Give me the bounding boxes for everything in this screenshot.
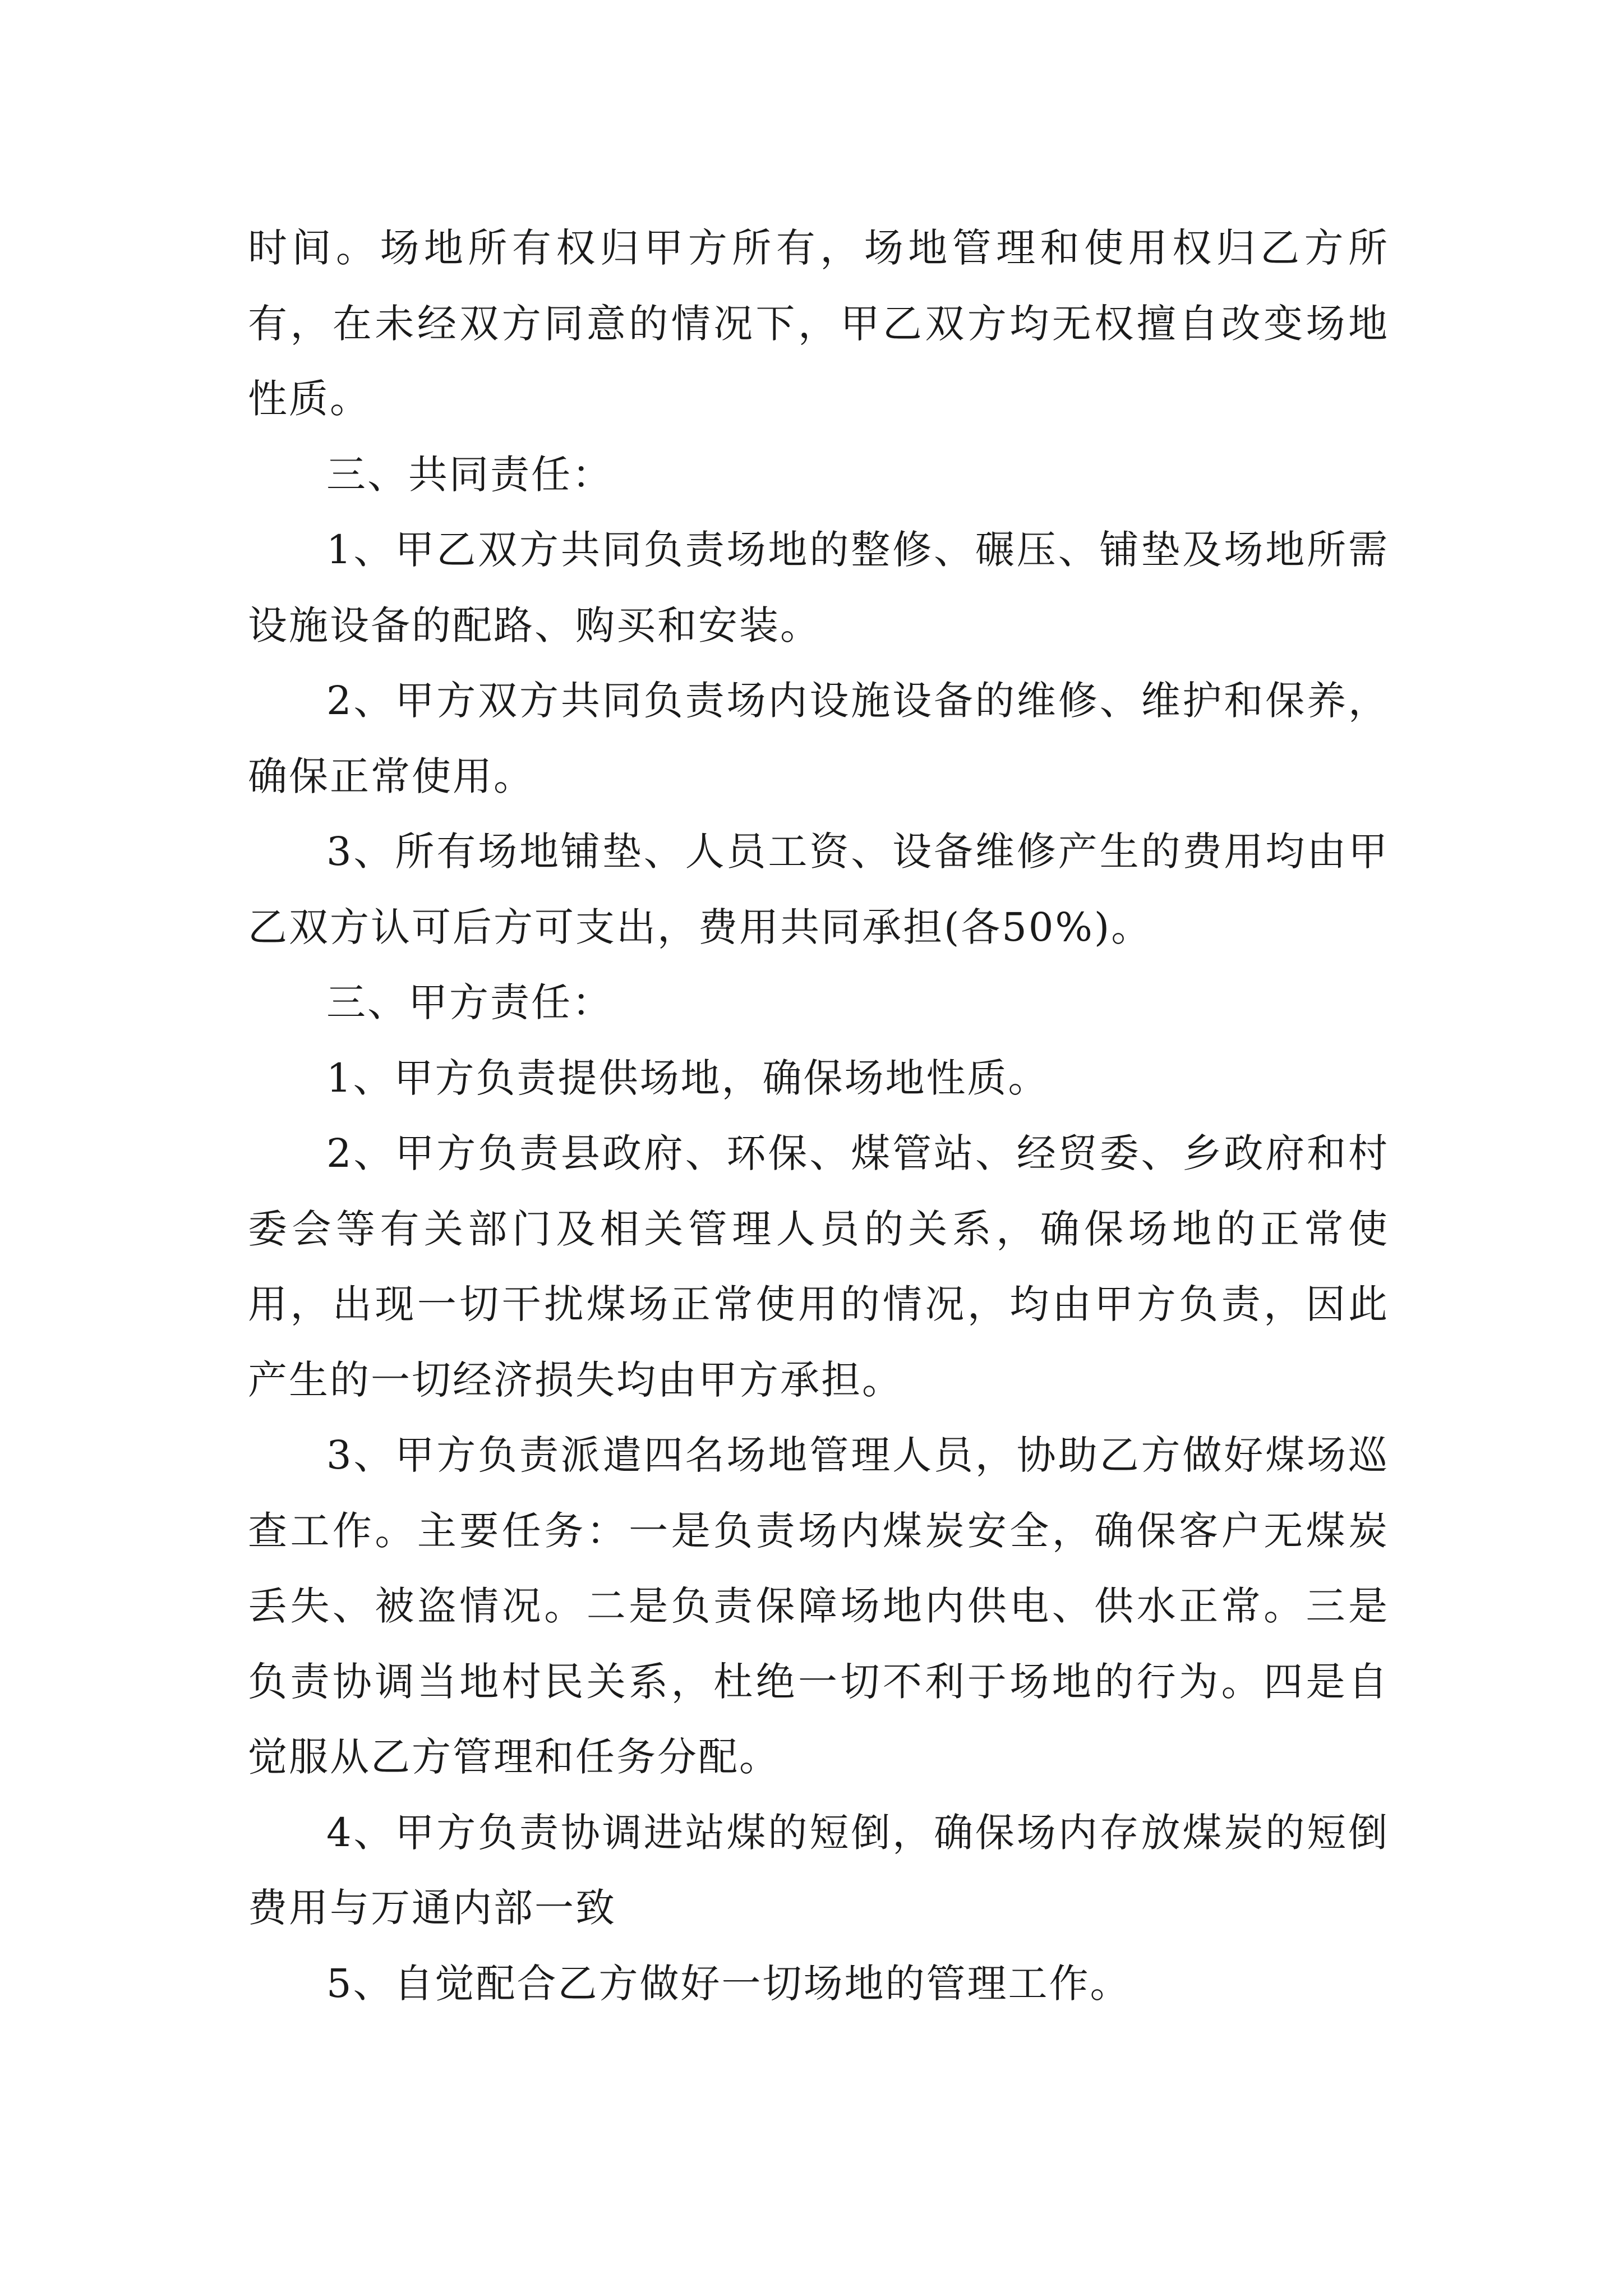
joint-item-2: 2、甲方双方共同负责场内设施设备的维修、维护和保养，确保正常使用。 (248, 678, 1389, 799)
party-a-item-3: 3、甲方负责派遣四名场地管理人员，协助乙方做好煤场巡查工作。主要任务：一是负责场内煤炭安全，确保客户无煤炭丢失、被盗情况。二是负责保障场地内供电、供水正常。三是负责协调当地村民关系，杜绝一切不利于场地的行为。四是自觉服从乙方管理和任务分配。 (248, 1432, 1389, 1780)
joint-item-3: 3、所有场地铺垫、人员工资、设备维修产生的费用均由甲乙双方认可后方可支出，费用共同承担(各50%)。 (248, 829, 1389, 950)
party-a-item-1: 1、甲方负责提供场地，确保场地性质。 (326, 1055, 1049, 1101)
paragraph-continuation: 时间。场地所有权归甲方所有，场地管理和使用权归乙方所有，在未经双方同意的情况下，甲乙双方均无权擅自改变场地性质。 (248, 225, 1389, 422)
party-a-item-5: 5、自觉配合乙方做好一切场地的管理工作。 (326, 1960, 1131, 2007)
party-a-item-4: 4、甲方负责协调进站煤的短倒，确保场内存放煤炭的短倒费用与万通内部一致 (248, 1809, 1389, 1931)
document-body (248, 210, 1389, 2021)
joint-item-1: 1、甲乙双方共同负责场地的整修、碾压、铺垫及场地所需设施设备的配路、购买和安装。 (248, 527, 1389, 648)
section-heading-party-a-responsibility: 三、甲方责任： (326, 979, 613, 1025)
section-heading-joint-responsibility: 三、共同责任： (326, 451, 613, 498)
party-a-item-2: 2、甲方负责县政府、环保、煤管站、经贸委、乡政府和村委会等有关部门及相关管理人员的关系，确保场地的正常使用，出现一切干扰煤场正常使用的情况，均由甲方负责，因此产生的一切经济损失均由甲方承担。 (248, 1130, 1389, 1403)
